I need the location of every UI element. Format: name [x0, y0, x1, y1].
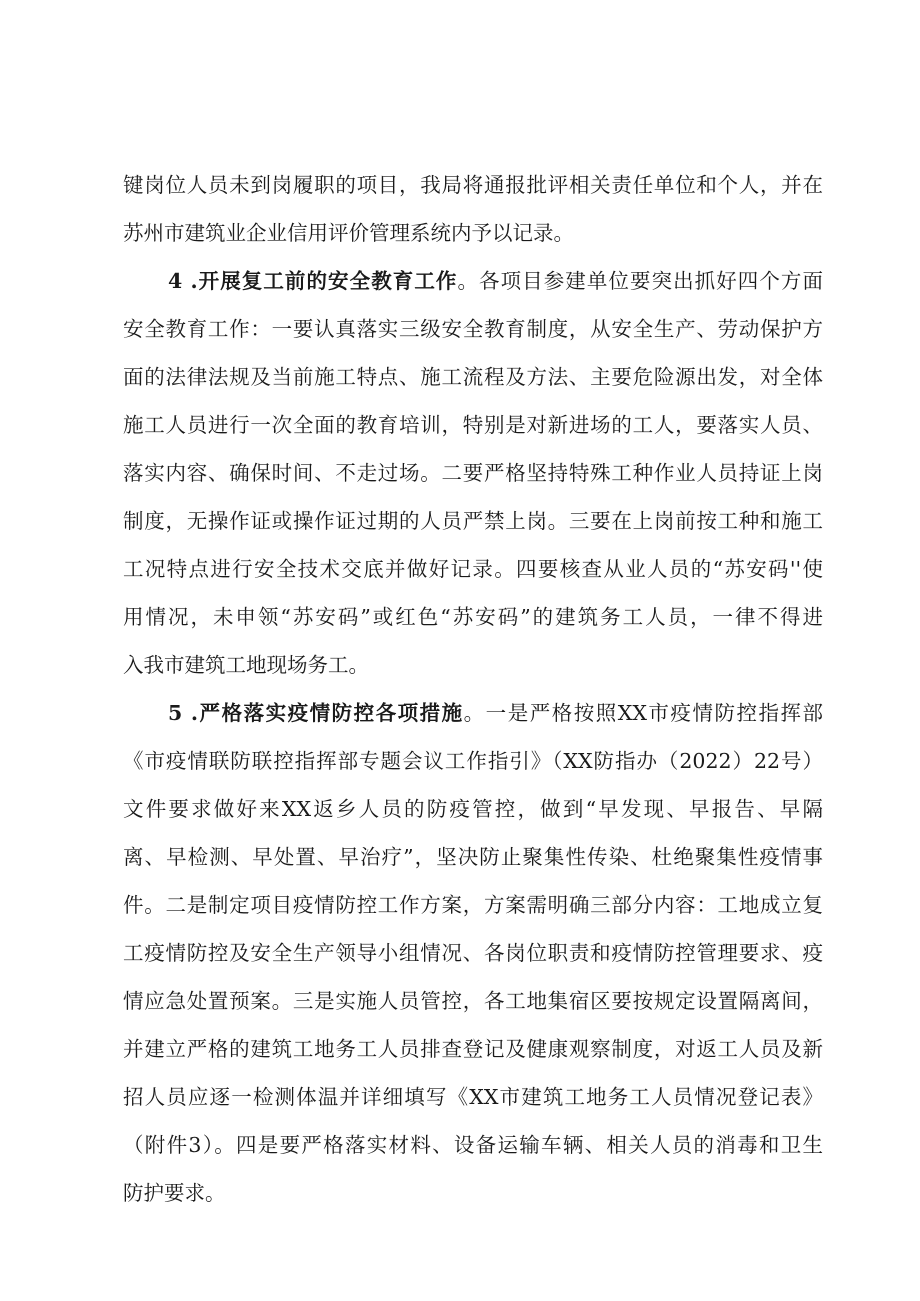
section-5-line: 《市疫情联防联控指挥部专题会议工作指引》（XX防指办（2022）22号） — [123, 749, 823, 773]
section-5-first-line — [168, 699, 823, 727]
section-4-line: 安全教育工作：一要认真落实三级安全教育制度，从安全生产、劳动保护方 — [123, 317, 823, 341]
section-5-heading: 5 .严格落实疫情防控各项措施 — [168, 701, 464, 725]
section-5-line: （附件3）。四是要严格落实材料、设备运输车辆、相关人员的消毒和卫生 — [123, 1133, 823, 1157]
section-5-line: 防护要求。 — [123, 1181, 226, 1205]
section-5-line: 件。二是制定项目疫情防控工作方案，方案需明确三部分内容：工地成立复 — [123, 893, 823, 917]
section-5-line: 工疫情防控及安全生产领导小组情况、各岗位职责和疫情防控管理要求、疫 — [123, 941, 823, 965]
section-4-line: 用情况，未申领“苏安码”或红色“苏安码”的建筑务工人员，一律不得进 — [123, 605, 823, 629]
section-5-first-line-text: 。一是严格按照XX市疫情防控指挥部 — [463, 701, 823, 725]
section-4-line: 施工人员进行一次全面的教育培训，特别是对新进场的工人，要落实人员、 — [123, 413, 823, 437]
intro-line-1: 键岗位人员未到岗履职的项目，我局将通报批评相关责任单位和个人，并在 — [123, 173, 823, 197]
section-4-line: 面的法律法规及当前施工特点、施工流程及方法、主要危险源出发，对全体 — [123, 365, 823, 389]
section-5-line: 并建立严格的建筑工地务工人员排查登记及健康观察制度，对返工人员及新 — [123, 1037, 823, 1061]
section-5-line: 招人员应逐一检测体温并详细填写《XX市建筑工地务工人员情况登记表》 — [123, 1085, 823, 1109]
section-5-line: 离、早检测、早处置、早治疗”，坚决防止聚集性传染、杜绝聚集性疫情事 — [123, 845, 823, 869]
section-4-heading: 4 .开展复工前的安全教育工作 — [168, 269, 458, 293]
section-4-line: 工况特点进行安全技术交底并做好记录。四要核查从业人员的“苏安码''使 — [123, 557, 823, 581]
section-4-first-line — [168, 267, 823, 295]
section-4-first-line-text: 。各项目参建单位要突出抓好四个方面 — [457, 269, 823, 293]
section-4-line: 落实内容、确保时间、不走过场。二要严格坚持特殊工种作业人员持证上岗 — [123, 461, 823, 485]
intro-line-2: 苏州市建筑业企业信用评价管理系统内予以记录。 — [123, 221, 574, 245]
section-4-line: 制度，无操作证或操作证过期的人员严禁上岗。三要在上岗前按工种和施工 — [123, 509, 823, 533]
section-5-line: 情应急处置预案。三是实施人员管控，各工地集宿区要按规定设置隔离间， — [123, 989, 823, 1013]
section-4-line: 入我市建筑工地现场务工。 — [123, 653, 369, 677]
section-5-line: 文件要求做好来XX返乡人员的防疫管控，做到“早发现、早报告、早隔 — [123, 797, 823, 821]
